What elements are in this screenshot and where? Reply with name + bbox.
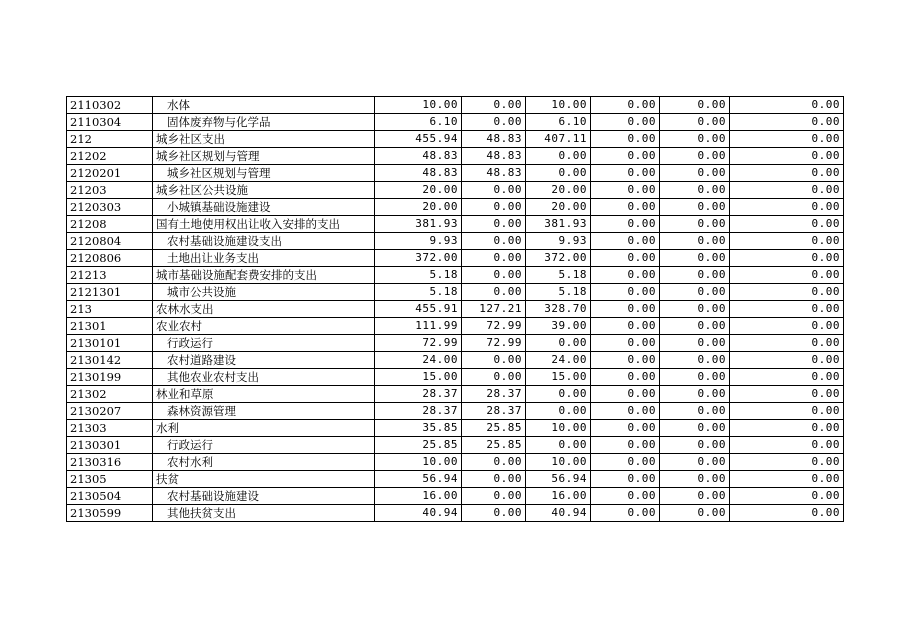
amount-cell: 0.00 xyxy=(462,233,526,250)
subject-code-cell: 2121301 xyxy=(67,284,153,301)
table-row xyxy=(67,284,844,301)
subject-name-cell: 其他农业农村支出 xyxy=(153,369,375,386)
amount-cell: 0.00 xyxy=(591,267,660,284)
subject-code-cell: 21208 xyxy=(67,216,153,233)
amount-cell: 381.93 xyxy=(526,216,591,233)
amount-cell: 455.91 xyxy=(375,301,462,318)
amount-cell: 5.18 xyxy=(526,284,591,301)
table-row xyxy=(67,335,844,352)
amount-cell: 0.00 xyxy=(591,216,660,233)
amount-cell: 0.00 xyxy=(591,148,660,165)
table-row xyxy=(67,352,844,369)
table-row xyxy=(67,369,844,386)
amount-cell: 20.00 xyxy=(526,199,591,216)
amount-cell: 0.00 xyxy=(660,165,730,182)
table-row xyxy=(67,505,844,522)
subject-code-cell: 2130316 xyxy=(67,454,153,471)
subject-name-cell: 水体 xyxy=(153,97,375,114)
subject-code-cell: 2130142 xyxy=(67,352,153,369)
amount-cell: 0.00 xyxy=(591,318,660,335)
amount-cell: 111.99 xyxy=(375,318,462,335)
amount-cell: 0.00 xyxy=(730,131,844,148)
amount-cell: 0.00 xyxy=(591,454,660,471)
amount-cell: 15.00 xyxy=(375,369,462,386)
amount-cell: 0.00 xyxy=(462,454,526,471)
amount-cell: 0.00 xyxy=(660,182,730,199)
subject-name-cell: 小城镇基础设施建设 xyxy=(153,199,375,216)
amount-cell: 0.00 xyxy=(660,301,730,318)
amount-cell: 0.00 xyxy=(730,454,844,471)
subject-name-cell: 城乡社区支出 xyxy=(153,131,375,148)
subject-code-cell: 21302 xyxy=(67,386,153,403)
amount-cell: 0.00 xyxy=(660,352,730,369)
amount-cell: 10.00 xyxy=(526,454,591,471)
amount-cell: 0.00 xyxy=(730,505,844,522)
table-row xyxy=(67,131,844,148)
amount-cell: 0.00 xyxy=(730,97,844,114)
amount-cell: 40.94 xyxy=(375,505,462,522)
amount-cell: 0.00 xyxy=(660,97,730,114)
amount-cell: 372.00 xyxy=(375,250,462,267)
amount-cell: 25.85 xyxy=(375,437,462,454)
amount-cell: 0.00 xyxy=(591,369,660,386)
amount-cell: 0.00 xyxy=(730,403,844,420)
amount-cell: 0.00 xyxy=(660,505,730,522)
amount-cell: 0.00 xyxy=(591,471,660,488)
amount-cell: 25.85 xyxy=(462,420,526,437)
amount-cell: 0.00 xyxy=(660,335,730,352)
amount-cell: 10.00 xyxy=(526,97,591,114)
amount-cell: 6.10 xyxy=(526,114,591,131)
amount-cell: 0.00 xyxy=(526,148,591,165)
subject-name-cell: 农村基础设施建设 xyxy=(153,488,375,505)
amount-cell: 0.00 xyxy=(591,199,660,216)
amount-cell: 56.94 xyxy=(526,471,591,488)
subject-code-cell: 2130207 xyxy=(67,403,153,420)
amount-cell: 0.00 xyxy=(462,182,526,199)
amount-cell: 0.00 xyxy=(730,369,844,386)
amount-cell: 20.00 xyxy=(375,182,462,199)
subject-name-cell: 土地出让业务支出 xyxy=(153,250,375,267)
amount-cell: 0.00 xyxy=(730,301,844,318)
amount-cell: 10.00 xyxy=(375,97,462,114)
amount-cell: 0.00 xyxy=(462,199,526,216)
amount-cell: 0.00 xyxy=(730,233,844,250)
amount-cell: 0.00 xyxy=(526,165,591,182)
amount-cell: 28.37 xyxy=(375,403,462,420)
amount-cell: 15.00 xyxy=(526,369,591,386)
amount-cell: 0.00 xyxy=(660,284,730,301)
subject-code-cell: 21202 xyxy=(67,148,153,165)
amount-cell: 0.00 xyxy=(730,250,844,267)
amount-cell: 0.00 xyxy=(730,182,844,199)
amount-cell: 6.10 xyxy=(375,114,462,131)
amount-cell: 28.37 xyxy=(462,403,526,420)
subject-code-cell: 2130504 xyxy=(67,488,153,505)
amount-cell: 0.00 xyxy=(660,369,730,386)
amount-cell: 0.00 xyxy=(660,267,730,284)
budget-table xyxy=(66,96,844,522)
amount-cell: 0.00 xyxy=(660,199,730,216)
subject-name-cell: 城乡社区规划与管理 xyxy=(153,148,375,165)
subject-name-cell: 农林水支出 xyxy=(153,301,375,318)
subject-code-cell: 21301 xyxy=(67,318,153,335)
table-row xyxy=(67,437,844,454)
subject-name-cell: 扶贫 xyxy=(153,471,375,488)
subject-name-cell: 城乡社区规划与管理 xyxy=(153,165,375,182)
amount-cell: 0.00 xyxy=(730,335,844,352)
amount-cell: 0.00 xyxy=(660,437,730,454)
amount-cell: 0.00 xyxy=(591,250,660,267)
amount-cell: 0.00 xyxy=(660,250,730,267)
table-row xyxy=(67,386,844,403)
subject-name-cell: 行政运行 xyxy=(153,437,375,454)
subject-name-cell: 农村水利 xyxy=(153,454,375,471)
amount-cell: 0.00 xyxy=(462,505,526,522)
amount-cell: 0.00 xyxy=(591,233,660,250)
amount-cell: 0.00 xyxy=(591,284,660,301)
amount-cell: 20.00 xyxy=(375,199,462,216)
amount-cell: 0.00 xyxy=(591,403,660,420)
amount-cell: 0.00 xyxy=(730,488,844,505)
subject-code-cell: 21305 xyxy=(67,471,153,488)
table-row xyxy=(67,182,844,199)
amount-cell: 0.00 xyxy=(660,386,730,403)
amount-cell: 0.00 xyxy=(462,216,526,233)
amount-cell: 0.00 xyxy=(526,335,591,352)
amount-cell: 5.18 xyxy=(526,267,591,284)
subject-code-cell: 212 xyxy=(67,131,153,148)
amount-cell: 0.00 xyxy=(660,318,730,335)
amount-cell: 0.00 xyxy=(462,488,526,505)
subject-name-cell: 城市基础设施配套费安排的支出 xyxy=(153,267,375,284)
amount-cell: 0.00 xyxy=(591,301,660,318)
subject-code-cell: 2120806 xyxy=(67,250,153,267)
amount-cell: 0.00 xyxy=(730,284,844,301)
table-row xyxy=(67,301,844,318)
amount-cell: 0.00 xyxy=(730,216,844,233)
amount-cell: 48.83 xyxy=(375,165,462,182)
amount-cell: 0.00 xyxy=(526,386,591,403)
amount-cell: 0.00 xyxy=(591,352,660,369)
amount-cell: 0.00 xyxy=(591,335,660,352)
amount-cell: 0.00 xyxy=(591,131,660,148)
amount-cell: 0.00 xyxy=(591,97,660,114)
amount-cell: 0.00 xyxy=(730,420,844,437)
table-row xyxy=(67,216,844,233)
amount-cell: 381.93 xyxy=(375,216,462,233)
amount-cell: 16.00 xyxy=(375,488,462,505)
amount-cell: 0.00 xyxy=(462,250,526,267)
amount-cell: 16.00 xyxy=(526,488,591,505)
table-row xyxy=(67,471,844,488)
amount-cell: 0.00 xyxy=(462,267,526,284)
subject-code-cell: 2120303 xyxy=(67,199,153,216)
subject-name-cell: 水利 xyxy=(153,420,375,437)
amount-cell: 0.00 xyxy=(591,182,660,199)
amount-cell: 0.00 xyxy=(462,352,526,369)
amount-cell: 0.00 xyxy=(591,420,660,437)
subject-name-cell: 农业农村 xyxy=(153,318,375,335)
amount-cell: 56.94 xyxy=(375,471,462,488)
amount-cell: 48.83 xyxy=(462,148,526,165)
amount-cell: 372.00 xyxy=(526,250,591,267)
table-row xyxy=(67,267,844,284)
amount-cell: 0.00 xyxy=(660,233,730,250)
subject-code-cell: 213 xyxy=(67,301,153,318)
subject-name-cell: 国有土地使用权出让收入安排的支出 xyxy=(153,216,375,233)
amount-cell: 0.00 xyxy=(730,114,844,131)
table-row xyxy=(67,420,844,437)
amount-cell: 0.00 xyxy=(730,267,844,284)
amount-cell: 0.00 xyxy=(660,148,730,165)
subject-code-cell: 2110302 xyxy=(67,97,153,114)
amount-cell: 72.99 xyxy=(375,335,462,352)
table-row xyxy=(67,97,844,114)
amount-cell: 24.00 xyxy=(526,352,591,369)
amount-cell: 5.18 xyxy=(375,267,462,284)
table-row xyxy=(67,233,844,250)
amount-cell: 455.94 xyxy=(375,131,462,148)
amount-cell: 328.70 xyxy=(526,301,591,318)
subject-name-cell: 林业和草原 xyxy=(153,386,375,403)
table-row xyxy=(67,403,844,420)
budget-table-body xyxy=(67,97,844,522)
amount-cell: 0.00 xyxy=(462,471,526,488)
amount-cell: 0.00 xyxy=(526,437,591,454)
amount-cell: 28.37 xyxy=(462,386,526,403)
subject-name-cell: 森林资源管理 xyxy=(153,403,375,420)
table-row xyxy=(67,488,844,505)
amount-cell: 0.00 xyxy=(660,471,730,488)
amount-cell: 48.83 xyxy=(375,148,462,165)
amount-cell: 72.99 xyxy=(462,318,526,335)
subject-code-cell: 2130301 xyxy=(67,437,153,454)
amount-cell: 35.85 xyxy=(375,420,462,437)
amount-cell: 10.00 xyxy=(375,454,462,471)
amount-cell: 0.00 xyxy=(660,216,730,233)
amount-cell: 0.00 xyxy=(591,165,660,182)
subject-code-cell: 21303 xyxy=(67,420,153,437)
amount-cell: 0.00 xyxy=(462,369,526,386)
subject-code-cell: 2130101 xyxy=(67,335,153,352)
amount-cell: 39.00 xyxy=(526,318,591,335)
table-row xyxy=(67,454,844,471)
amount-cell: 407.11 xyxy=(526,131,591,148)
amount-cell: 0.00 xyxy=(730,318,844,335)
amount-cell: 40.94 xyxy=(526,505,591,522)
subject-name-cell: 行政运行 xyxy=(153,335,375,352)
amount-cell: 9.93 xyxy=(375,233,462,250)
amount-cell: 0.00 xyxy=(462,284,526,301)
table-row xyxy=(67,165,844,182)
amount-cell: 24.00 xyxy=(375,352,462,369)
amount-cell: 25.85 xyxy=(462,437,526,454)
subject-name-cell: 城乡社区公共设施 xyxy=(153,182,375,199)
table-row xyxy=(67,114,844,131)
amount-cell: 0.00 xyxy=(730,199,844,216)
subject-name-cell: 农村基础设施建设支出 xyxy=(153,233,375,250)
amount-cell: 0.00 xyxy=(660,488,730,505)
amount-cell: 9.93 xyxy=(526,233,591,250)
table-row xyxy=(67,250,844,267)
subject-code-cell: 21203 xyxy=(67,182,153,199)
amount-cell: 0.00 xyxy=(660,403,730,420)
subject-name-cell: 其他扶贫支出 xyxy=(153,505,375,522)
amount-cell: 0.00 xyxy=(730,148,844,165)
subject-code-cell: 2130199 xyxy=(67,369,153,386)
amount-cell: 0.00 xyxy=(730,471,844,488)
subject-code-cell: 21213 xyxy=(67,267,153,284)
amount-cell: 10.00 xyxy=(526,420,591,437)
amount-cell: 0.00 xyxy=(730,165,844,182)
subject-name-cell: 城市公共设施 xyxy=(153,284,375,301)
amount-cell: 0.00 xyxy=(591,437,660,454)
amount-cell: 0.00 xyxy=(660,420,730,437)
table-row xyxy=(67,199,844,216)
amount-cell: 0.00 xyxy=(730,437,844,454)
amount-cell: 0.00 xyxy=(730,352,844,369)
amount-cell: 0.00 xyxy=(591,505,660,522)
amount-cell: 0.00 xyxy=(462,97,526,114)
amount-cell: 5.18 xyxy=(375,284,462,301)
amount-cell: 20.00 xyxy=(526,182,591,199)
amount-cell: 0.00 xyxy=(660,131,730,148)
table-row xyxy=(67,318,844,335)
subject-name-cell: 固体废弃物与化学品 xyxy=(153,114,375,131)
amount-cell: 72.99 xyxy=(462,335,526,352)
amount-cell: 0.00 xyxy=(526,403,591,420)
amount-cell: 0.00 xyxy=(462,114,526,131)
amount-cell: 0.00 xyxy=(660,454,730,471)
subject-code-cell: 2110304 xyxy=(67,114,153,131)
amount-cell: 28.37 xyxy=(375,386,462,403)
amount-cell: 0.00 xyxy=(730,386,844,403)
amount-cell: 48.83 xyxy=(462,165,526,182)
subject-code-cell: 2120804 xyxy=(67,233,153,250)
amount-cell: 48.83 xyxy=(462,131,526,148)
amount-cell: 0.00 xyxy=(660,114,730,131)
amount-cell: 0.00 xyxy=(591,386,660,403)
amount-cell: 0.00 xyxy=(591,114,660,131)
table-row xyxy=(67,148,844,165)
subject-code-cell: 2130599 xyxy=(67,505,153,522)
amount-cell: 0.00 xyxy=(591,488,660,505)
subject-name-cell: 农村道路建设 xyxy=(153,352,375,369)
amount-cell: 127.21 xyxy=(462,301,526,318)
subject-code-cell: 2120201 xyxy=(67,165,153,182)
